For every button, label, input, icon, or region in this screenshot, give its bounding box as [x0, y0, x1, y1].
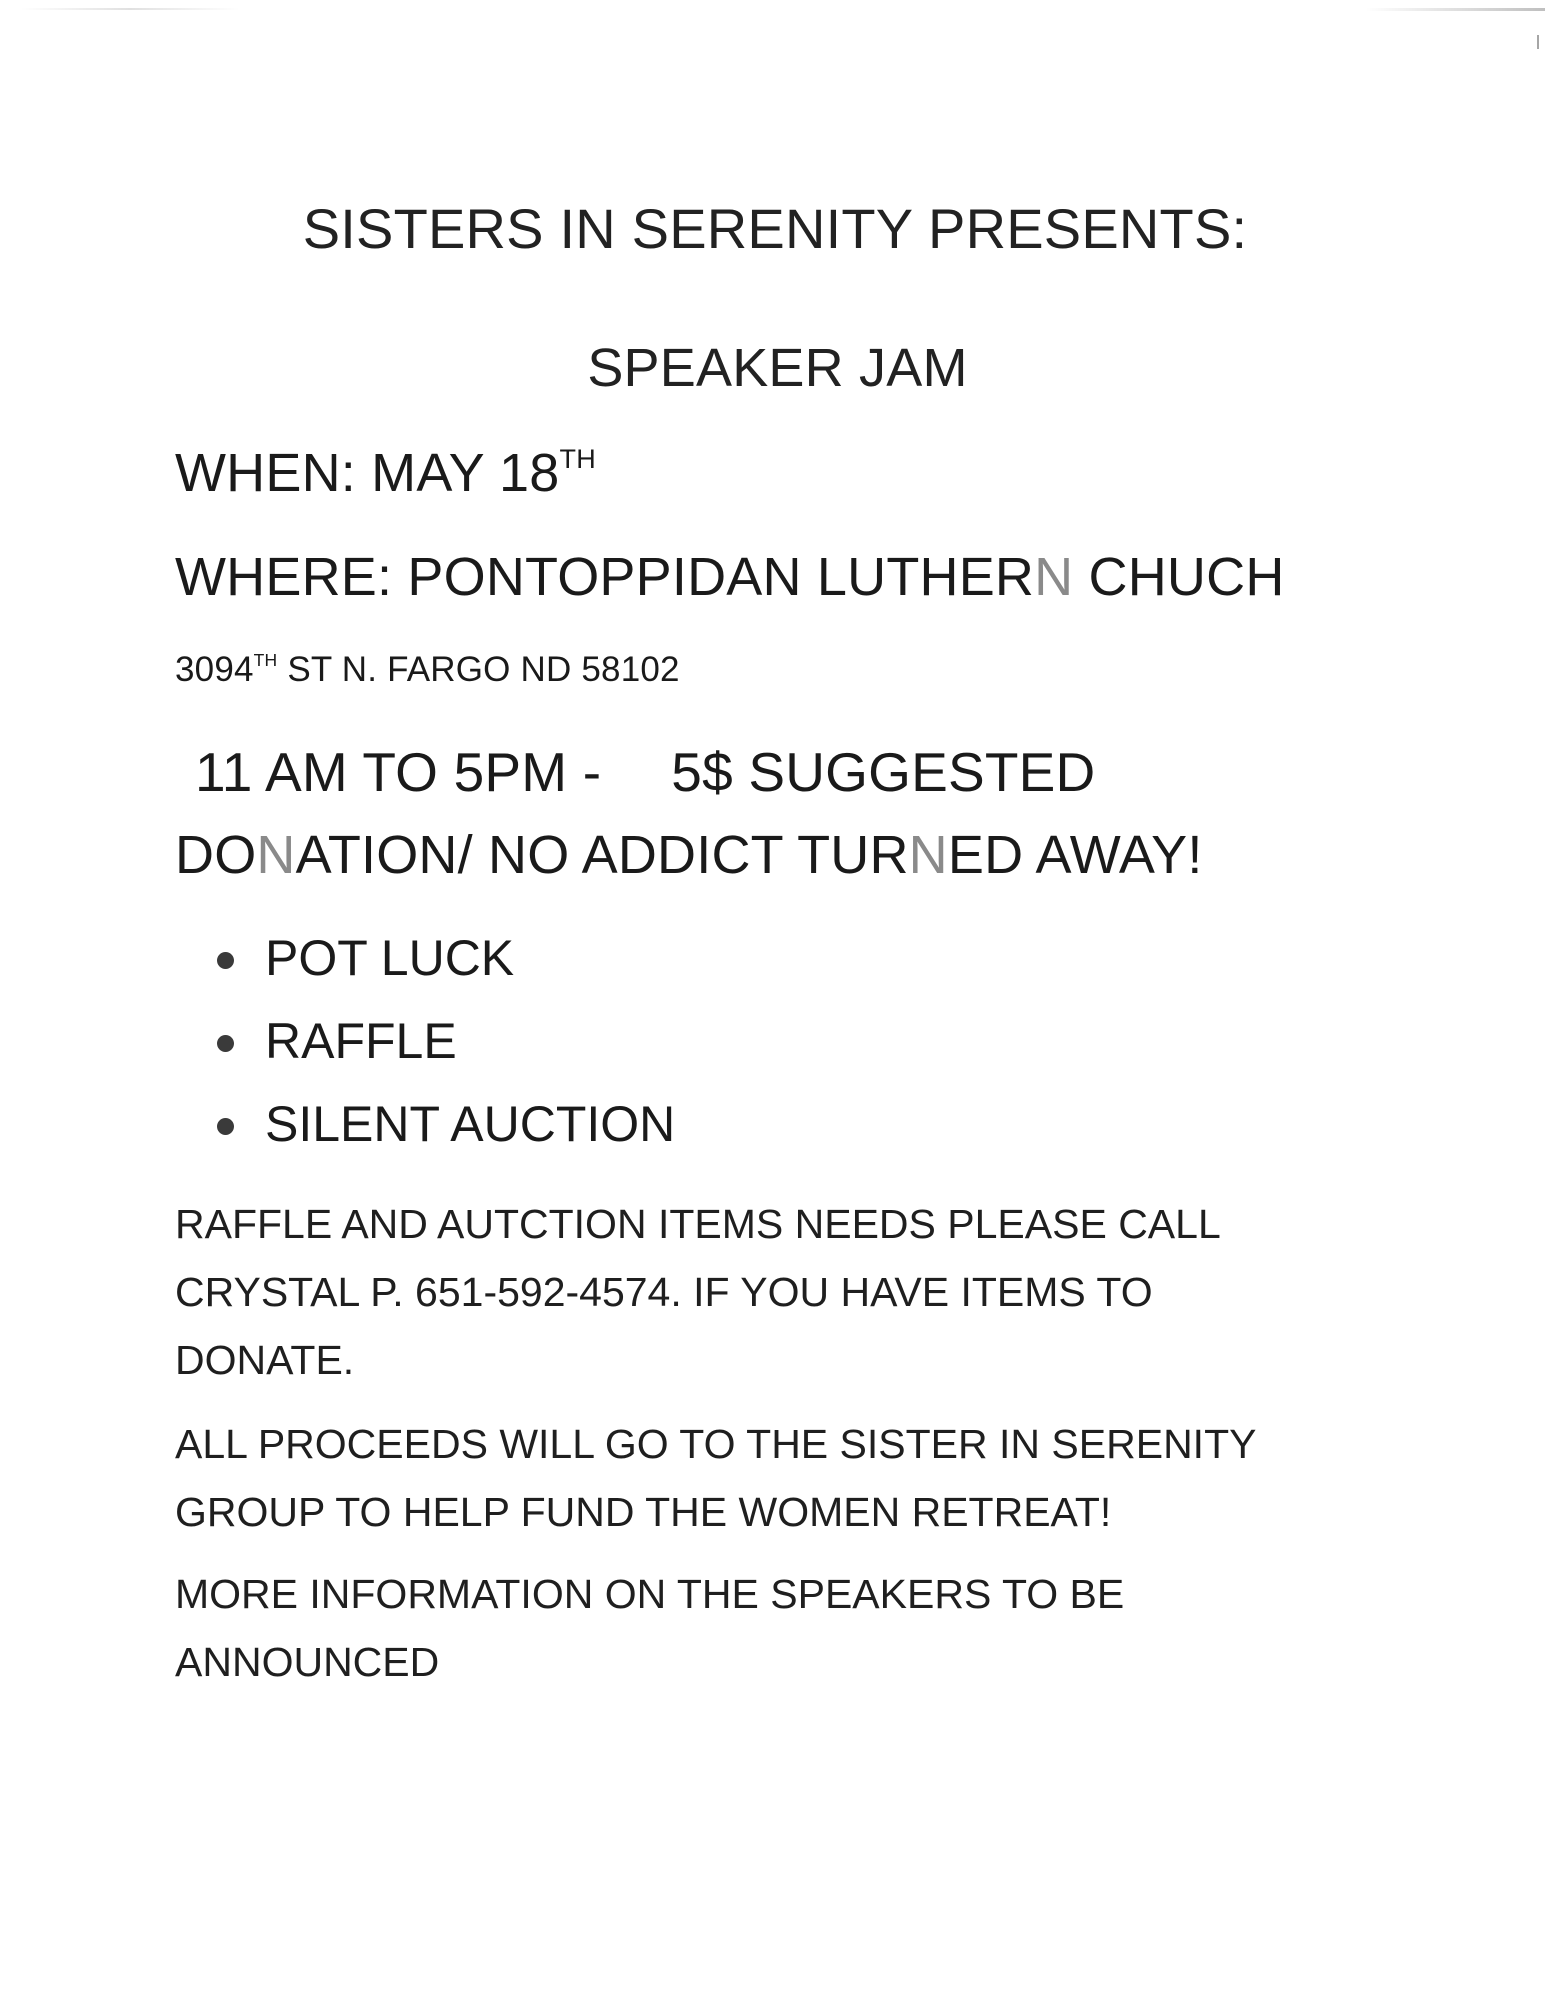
- paragraph-line: ALL PROCEEDS WILL GO TO THE SISTER IN SERENITY: [175, 1421, 1257, 1467]
- list-item-label: RAFFLE: [265, 1013, 457, 1069]
- address-suffix: TH: [253, 650, 278, 671]
- paragraph-line: GROUP TO HELP FUND THE WOMEN RETREAT!: [175, 1489, 1112, 1535]
- suggested-donation: 5$ SUGGESTED: [671, 741, 1096, 803]
- scan-edge-mark: [20, 8, 240, 10]
- more-info-paragraph: [175, 1560, 1124, 1696]
- location-text-a: WHERE: PONTOPPIDAN LUTHER: [175, 547, 1035, 607]
- activities-list: [215, 928, 675, 1177]
- proceeds-paragraph: [175, 1410, 1256, 1546]
- raffle-paragraph: [175, 1190, 1221, 1394]
- event-date-suffix: TH: [559, 444, 596, 475]
- paragraph-line: CRYSTAL P. 651-592-4574. IF YOU HAVE ITEMS TO: [175, 1269, 1153, 1315]
- event-time: [195, 740, 1095, 804]
- list-item: [215, 1011, 675, 1094]
- paragraph-line: RAFFLE AND AUTCTION ITEMS NEEDS PLEASE CALL: [175, 1201, 1221, 1247]
- donation-text-a: DO: [175, 825, 257, 885]
- scan-edge-mark: [1537, 35, 1539, 49]
- paragraph-line: ANNOUNCED: [175, 1639, 440, 1685]
- location-text-b: CHUCH: [1073, 547, 1285, 607]
- event-address: [175, 650, 680, 690]
- donation-text-faded: N: [256, 825, 296, 885]
- bullet-icon: [217, 1118, 234, 1135]
- list-item-label: POT LUCK: [265, 930, 515, 986]
- donation-text-faded: N: [908, 825, 948, 885]
- donation-text-c: ED AWAY!: [947, 825, 1203, 885]
- list-item: [215, 1094, 675, 1177]
- address-number: 3094: [175, 650, 254, 689]
- address-rest: ST N. FARGO ND 58102: [277, 650, 680, 689]
- event-time-range: 11 AM TO 5PM -: [195, 741, 602, 803]
- location-text-faded: N: [1034, 547, 1074, 607]
- event-location: [175, 546, 1285, 608]
- donation-note: [175, 824, 1203, 886]
- paragraph-line: MORE INFORMATION ON THE SPEAKERS TO BE: [175, 1571, 1125, 1617]
- scan-edge-mark: [1365, 8, 1545, 11]
- list-item: [215, 928, 675, 1011]
- paragraph-line: DONATE.: [175, 1337, 355, 1383]
- donation-text-b: ATION/ NO ADDICT TUR: [295, 825, 909, 885]
- event-date: [175, 442, 596, 504]
- list-item-label: SILENT AUCTION: [265, 1096, 676, 1152]
- flyer-title: SISTERS IN SERENITY PRESENTS:: [302, 197, 1248, 260]
- bullet-icon: [217, 1035, 234, 1052]
- event-date-text: WHEN: MAY 18: [175, 443, 560, 503]
- bullet-icon: [217, 952, 234, 969]
- event-name: SPEAKER JAM: [587, 338, 968, 398]
